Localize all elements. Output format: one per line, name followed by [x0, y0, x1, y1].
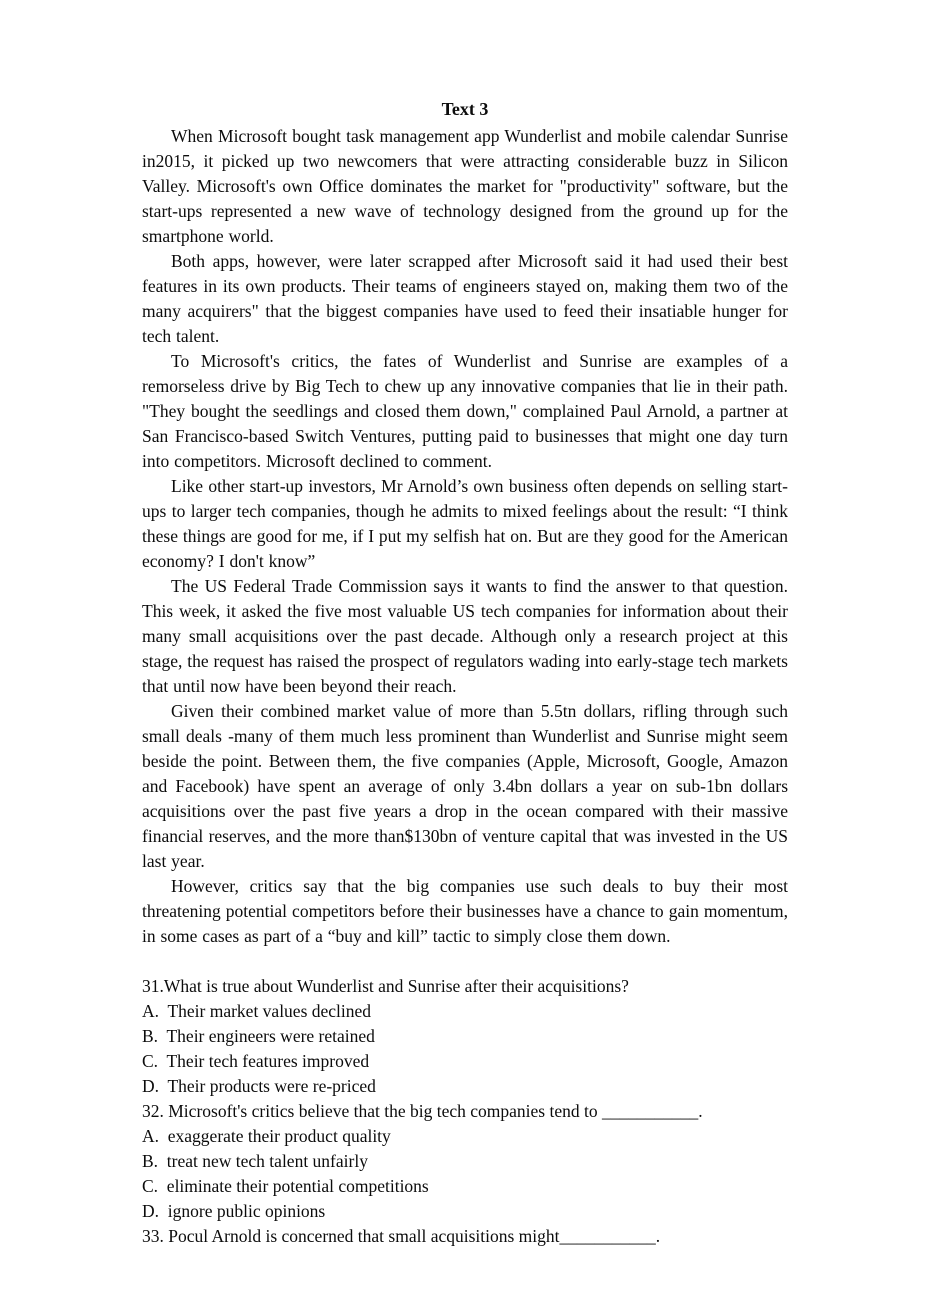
passage-paragraph-1: When Microsoft bought task management app Wunderlist and mobile calendar Sunrise in2015, it picked up two newcomers that were attracting considerable buzz in Silicon Valley. Microsoft's own Office dominates the market for "productivity" software, but the start-ups represented a new wave of technology designed from the ground up for the smartphone world. — [142, 126, 788, 246]
questions-section — [142, 974, 788, 1249]
passage-paragraph-7: However, critics say that the big companies use such deals to buy their most threatening potential competitors before their businesses have a chance to gain momentum, in some cases as part of a “buy and kill” tactic to simply close them down. — [142, 876, 788, 946]
passage-paragraph-5: The US Federal Trade Commission says it wants to find the answer to that question. This week, it asked the five most valuable US tech companies for information about their many small acquisitions over the past decade. Although only a research project at this stage, the request has raised the prospect of regulators wading into early-stage tech markets that until now have been beyond their reach. — [142, 576, 788, 696]
question-32-option-c: C. eliminate their potential competitions — [142, 1176, 429, 1196]
question-31-option-c: C. Their tech features improved — [142, 1051, 370, 1071]
passage-paragraph-2: Both apps, however, were later scrapped after Microsoft said it had used their best features in its own products. Their teams of engineers stayed on, making them two of the many acquirers" that the biggest companies have used to feed their insatiable hunger for tech talent. — [142, 251, 788, 346]
page-title: Text 3 — [441, 99, 489, 119]
question-31-option-a: A. Their market values declined — [142, 1001, 372, 1021]
question-33-stem: 33. Pocul Arnold is concerned that small acquisitions might___________. — [142, 1226, 661, 1246]
question-31-stem: 31.What is true about Wunderlist and Sunrise after their acquisitions? — [142, 976, 629, 996]
question-32-option-b: B. treat new tech talent unfairly — [142, 1151, 368, 1171]
question-31-option-b: B. Their engineers were retained — [142, 1026, 375, 1046]
question-31-option-d: D. Their products were re-priced — [142, 1076, 376, 1096]
passage-paragraph-3: To Microsoft's critics, the fates of Wunderlist and Sunrise are examples of a remorseless drive by Big Tech to chew up any innovative companies that lie in their path. "They bought the seedlings and closed them down," complained Paul Arnold, a partner at San Francisco-based Switch Ventures, putting paid to businesses that might one day turn into competitors. Microsoft declined to comment. — [142, 351, 788, 471]
passage-paragraph-6: Given their combined market value of more than 5.5tn dollars, rifling through such small deals -many of them much less prominent than Wunderlist and Sunrise might seem beside the point. Between them, the five companies (Apple, Microsoft, Google, Amazon and Facebook) have spent an average of only 3.4bn dollars a year on sub-1bn dollars acquisitions over the past five years a drop in the ocean compared with their massive financial reserves, and the more than$130bn of venture capital that was invested in the US last year. — [142, 701, 788, 871]
question-32-option-d: D. ignore public opinions — [142, 1201, 326, 1221]
question-32-option-a: A. exaggerate their product quality — [142, 1126, 391, 1146]
passage-paragraph-4: Like other start-up investors, Mr Arnold’s own business often depends on selling start-ups to larger tech companies, though he admits to mixed feelings about the result: “I think these things are good for me, if I put my selfish hat on. But are they good for the American economy? I don't know” — [142, 476, 788, 571]
question-32-stem: 32. Microsoft's critics believe that the big tech companies tend to ___________. — [142, 1101, 703, 1121]
